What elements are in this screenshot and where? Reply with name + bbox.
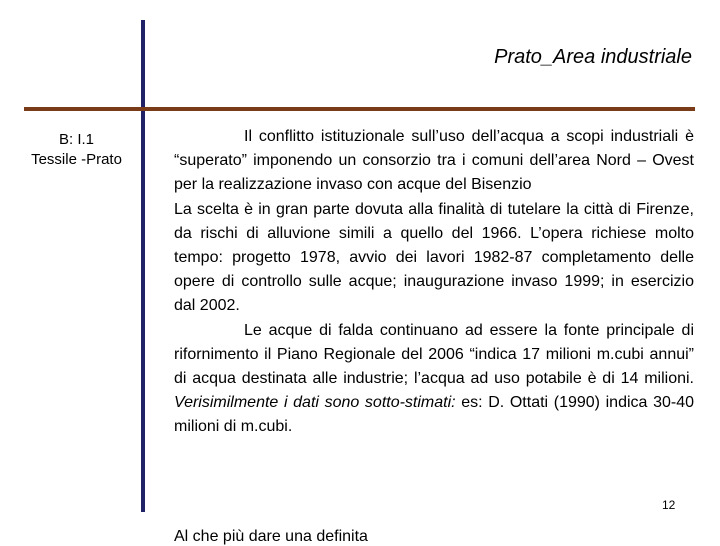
paragraph-3-end: es: D. Ottati (1990) indica 30-40 milioni di m.cubi. [174,394,694,436]
paragraph-3-italic: Verisimilmente i dati sono sotto-stimati: [174,394,456,412]
paragraph-3 [174,319,694,440]
slide-body [174,125,694,440]
slide-title: Prato_Area industriale [494,46,692,68]
horizontal-divider [24,107,695,111]
paragraph-2: La scelta è in gran parte dovuta alla finalità di tutelare la città di Firenze, da rischi di alluvione simili a quello del 1966. L’opera richiese molto tempo: progetto 1978, avvio dei lavori 1982-87 completamento delle opere di controllo sulle acque; inaugurazione invaso 1999; in esercizio dal 2002. [174,200,694,315]
paragraph-1: Il conflitto istituzionale sull’uso dell’acqua a scopi industriali è “superato” imponendo un consorzio tra i comuni dell’area Nord – Ovest per la realizzazione invaso con acque del Bisenzio [174,128,694,194]
paragraph-3-text: Le acque di falda continuano ad essere la fonte principale di rifornimento il Piano Regionale del 2006 “indica 17 milioni m.cubi annui” di acqua destinata alle industrie; l’acqua ad uso potabile è di 14 milioni. [174,321,694,388]
vertical-divider [141,20,145,512]
page-number: 12 [662,498,676,512]
section-label: Tessile -Prato [31,151,122,168]
cut-off-line: Al che più dare una definita [174,528,368,545]
section-label-block [14,130,139,170]
section-code: B: I.1 [58,131,95,148]
